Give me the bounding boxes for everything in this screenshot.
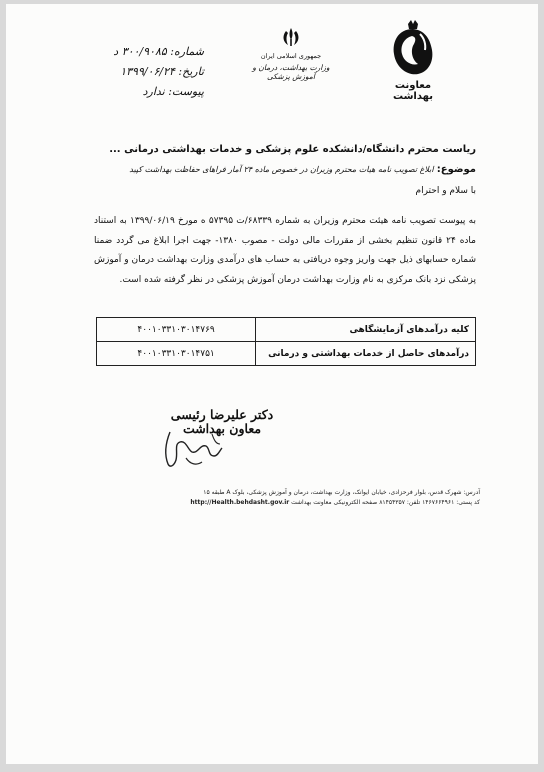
footer-address: آدرس: شهرک قدس، بلوار فرحزادی، خیابان ایوانک، وزارت بهداشت، درمان و آموزش پزشکی، بلوک A طبقه ۱۵ — [203, 489, 480, 496]
table-row — [97, 318, 476, 342]
health-deputy-logo — [378, 20, 448, 104]
pomegranate-logo-icon — [390, 20, 436, 78]
letter-number: شماره: ۳۰۰/۹۰۸۵ د — [113, 45, 204, 58]
letter-date: تاریخ: ۱۳۹۹/۰۶/۲۴ — [120, 65, 204, 78]
account-label: کلیه درآمدهای آزمایشگاهی — [256, 318, 476, 342]
national-emblem — [246, 26, 336, 81]
account-label: درآمدهای حاصل از خدمات بهداشتی و درمانی — [256, 342, 476, 366]
logo-caption: معاونت بهداشت — [393, 80, 433, 102]
subject-value: ابلاغ تصویب نامه هیات محترم وزیران در خصوص ماده ۲۴ آمار فراهای حفاظت بهداشت کپید — [129, 165, 434, 174]
accounts-table — [96, 317, 476, 366]
recipient-line: ریاست محترم دانشگاه/دانشکده علوم پزشکی و خدمات بهداشتی درمانی ... — [109, 144, 476, 155]
body-paragraph: به پیوست تصویب نامه هیئت محترم وزیران به شماره ۶۸۳۳۹/ت ۵۷۳۹۵ ه مورخ ۱۳۹۹/۰۶/۱۹ به استناد ماده ۲۴ قانون تنظیم بخشی از مقررات مالی دولت - مصوب ۱۳۸۰- جهت اجرا ابلاغ می گردد ضمنا شماره حسابهای ذیل جهت واریز وجوه دریافتی به حساب های درآمدی وزارت بهداشت درمان و آموزش پزشکی نزد بانک مرکزی به نام وزارت بهداشت درمان آموزش پزشکی در نظر گرفته شده است. — [94, 216, 476, 285]
footer-phones-text: کد پستی: ۱۴۶۷۶۶۴۹۶۱ تلفن: ۸۱۴۵۴۳۵۷ صفحه الکترونیکی معاونت بهداشت — [291, 498, 480, 506]
letter-meta — [94, 42, 204, 102]
handwritten-signature-icon — [156, 414, 236, 474]
subject-line — [116, 164, 476, 175]
letter-page — [6, 4, 538, 764]
signatory-name: دکتر علیرضا رئیسی — [170, 407, 274, 422]
table-row — [97, 342, 476, 366]
emblem-line-1: جمهوری اسلامی ایران — [260, 52, 322, 60]
letter-footer — [124, 488, 480, 507]
footer-website-link[interactable]: http://Health.behdasht.gov.ir — [190, 498, 290, 506]
account-number: ۴۰۰۱۰۳۳۱۰۳۰۱۴۷۵۱ — [97, 342, 256, 366]
subject-label: موضوع: — [436, 164, 476, 175]
emblem-line-2: وزارت بهداشت، درمان و آموزش پزشکی — [252, 63, 330, 81]
account-number: ۴۰۰۱۰۳۳۱۰۳۰۱۴۷۶۹ — [97, 318, 256, 342]
signatory-title: معاون بهداشت — [182, 421, 262, 436]
footer-phones — [124, 498, 480, 508]
greeting: با سلام و احترام — [415, 186, 476, 196]
letter-attachment: پیوست: ندارد — [142, 85, 204, 98]
iran-emblem-icon — [280, 26, 302, 48]
